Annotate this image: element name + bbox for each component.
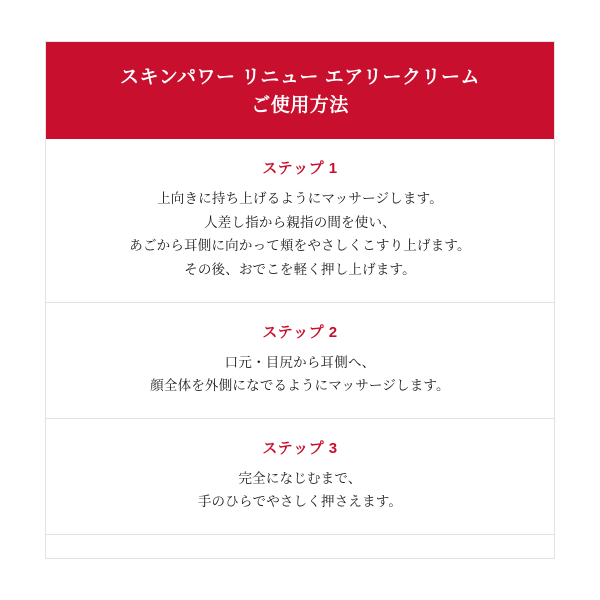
step-body-3 — [70, 467, 530, 514]
step-body-1 — [70, 187, 530, 282]
step-line: あごから耳側に向かって頬をやさしくこすり上げます。 — [129, 238, 471, 254]
step-item-1 — [46, 139, 554, 303]
step-line: 人差し指から親指の間を使い、 — [204, 214, 396, 230]
step-body-2 — [70, 351, 530, 398]
step-item-3 — [46, 419, 554, 535]
step-line: その後、おでこを軽く押し上げます。 — [184, 261, 416, 277]
step-title-3: ステップ 3 — [262, 439, 338, 457]
step-line: 口元・目尻から耳側へ、 — [224, 354, 376, 370]
step-line: 上向きに持ち上げるようにマッサージします。 — [157, 191, 443, 207]
instruction-card — [45, 41, 555, 559]
card-bottom-spacer — [46, 535, 554, 558]
step-item-2 — [46, 303, 554, 419]
step-line: 手のひらでやさしく押さえます。 — [197, 494, 403, 510]
usage-subtitle: ご使用方法 — [251, 94, 349, 116]
product-title: スキンパワー リニュー エアリークリーム — [120, 67, 480, 88]
step-line: 完全になじむまで、 — [238, 470, 362, 486]
step-title-2: ステップ 2 — [262, 323, 338, 341]
step-line: 顔全体を外側になでるようにマッサージします。 — [150, 378, 450, 394]
card-header — [46, 42, 554, 139]
steps-list — [46, 139, 554, 558]
step-title-1: ステップ 1 — [262, 160, 338, 178]
